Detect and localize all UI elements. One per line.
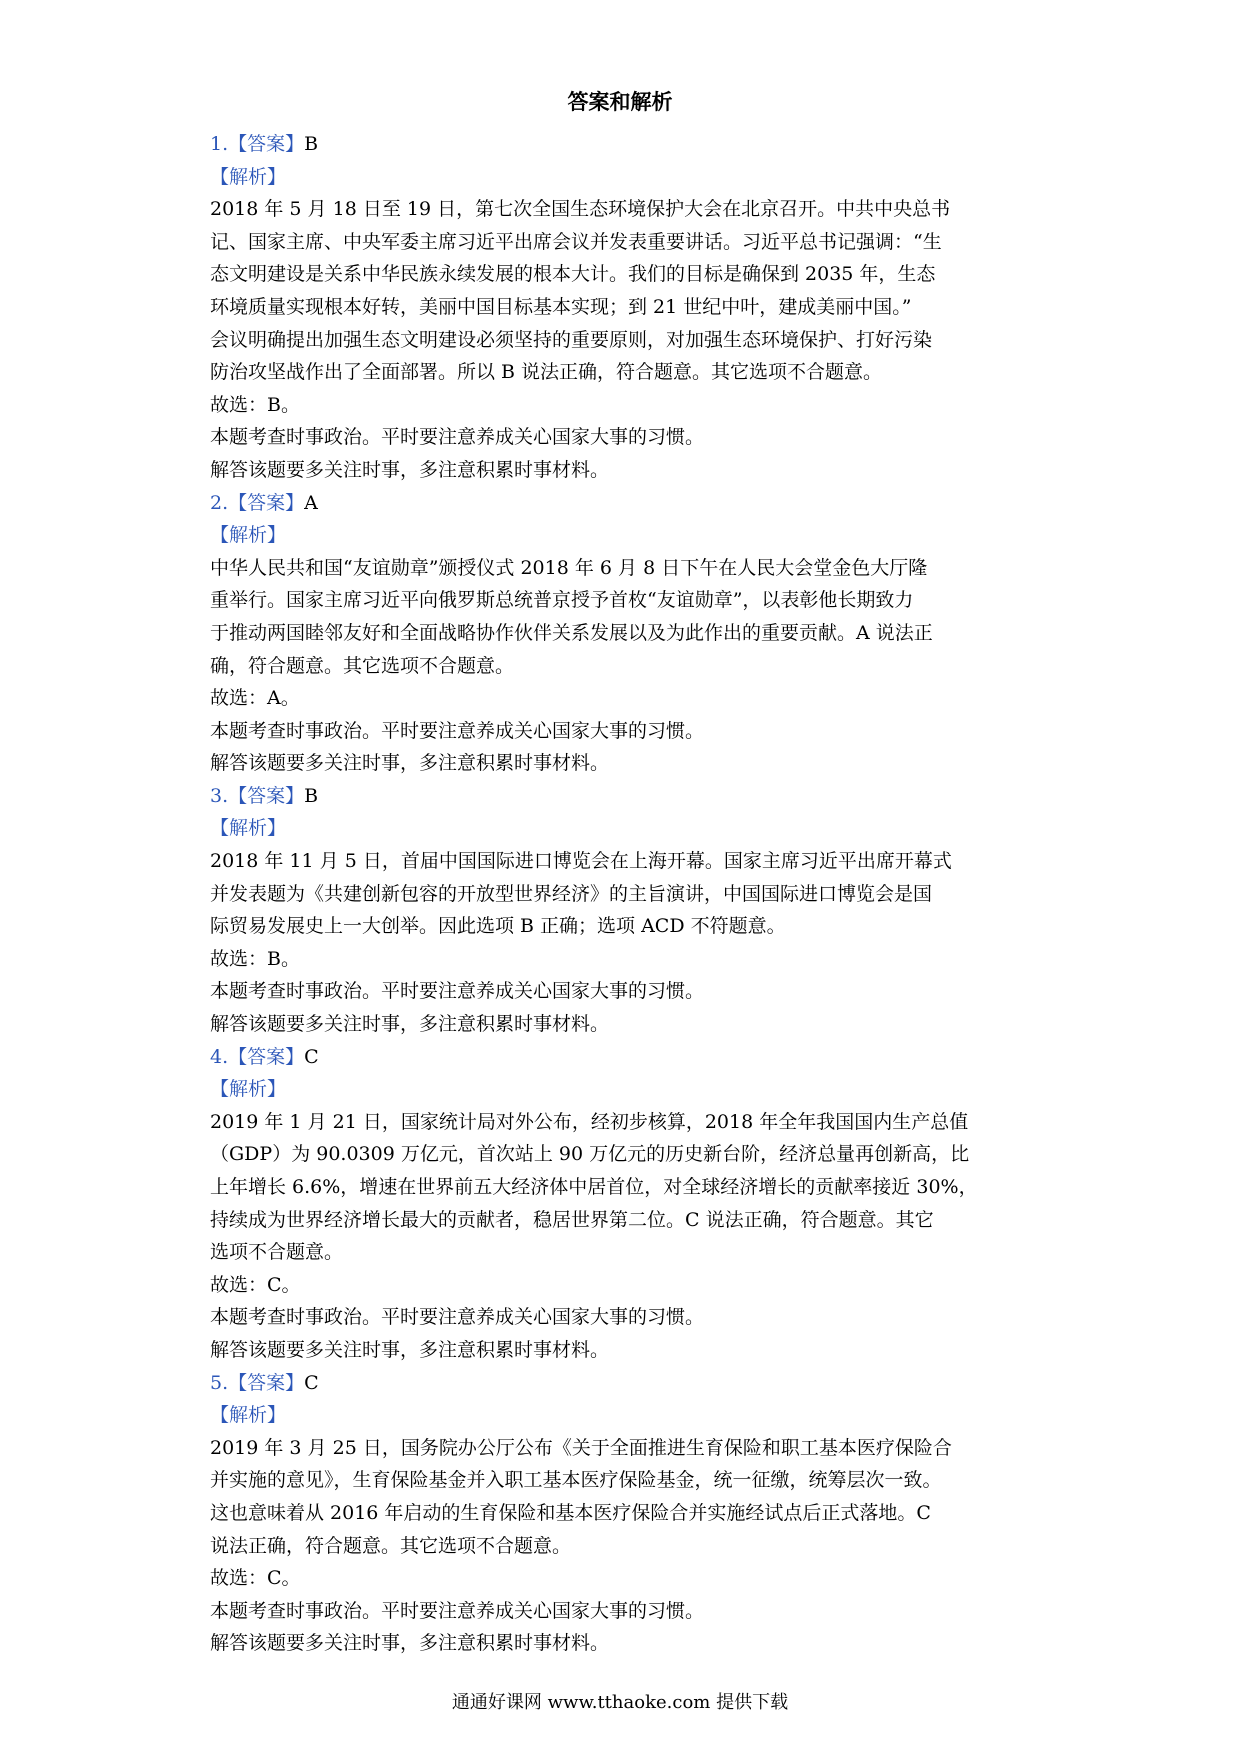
answer-header [210, 1367, 1042, 1400]
analysis-line: 说法正确，符合题意。其它选项不合题意。 [210, 1534, 572, 1557]
answer-letter: B [304, 133, 319, 155]
analysis-line: 解答该题要多关注时事，多注意积累时事材料。 [210, 1338, 610, 1361]
analysis-line: 本题考查时事政治。平时要注意养成关心国家大事的习惯。 [210, 719, 705, 742]
analysis-line: 解答该题要多关注时事，多注意积累时事材料。 [210, 1013, 610, 1036]
analysis-line: 故选：C。 [210, 1273, 301, 1296]
question-number: 1. [210, 133, 229, 155]
answer-header [210, 487, 1042, 520]
analysis-line: 本题考查时事政治。平时要注意养成关心国家大事的习惯。 [210, 1306, 705, 1329]
analysis-line: 并实施的意见》，生育保险基金并入职工基本医疗保险基金，统一征缴，统筹层次一致。 [210, 1469, 942, 1492]
analysis-line: 防治攻坚战作出了全面部署。所以 B 说法正确，符合题意。其它选项不合题意。 [210, 361, 883, 384]
analysis-tag: 【解析】 [210, 1078, 287, 1101]
question-number: 4. [210, 1045, 229, 1068]
analysis-line: 态文明建设是关系中华民族永续发展的根本大计。我们的目标是确保到 2035 年，生态 [210, 263, 936, 286]
answer-item [210, 128, 1042, 487]
analysis-line: 解答该题要多关注时事，多注意积累时事材料。 [210, 752, 610, 775]
answer-tag: 【答案】 [228, 1371, 305, 1394]
analysis-line: 解答该题要多关注时事，多注意积累时事材料。 [210, 458, 610, 481]
analysis-line: 记、国家主席、中央军委主席习近平出席会议并发表重要讲话。习近平总书记强调：“生 [210, 230, 942, 253]
answer-tag: 【答案】 [228, 491, 305, 514]
analysis-line: 本题考查时事政治。平时要注意养成关心国家大事的习惯。 [210, 426, 705, 449]
answer-header [210, 780, 1042, 813]
analysis-line: 确，符合题意。其它选项不合题意。 [210, 654, 515, 677]
analysis-line: 上年增长 6.6%，增速在世界前五大经济体中居首位，对全球经济增长的贡献率接近 30%， [210, 1176, 978, 1198]
analysis-line: 际贸易发展史上一大创举。因此选项 B 正确；选项 ACD 不符题意。 [210, 915, 786, 938]
analysis-line: 2019 年 3 月 25 日，国务院办公厅公布《关于全面推进生育保险和职工基本医疗保险合 [210, 1436, 952, 1459]
answer-letter: B [304, 784, 319, 807]
analysis-line: 2018 年 11 月 5 日，首届中国国际进口博览会在上海开幕。国家主席习近平出席开幕式 [210, 850, 952, 873]
analysis-line: 这也意味着从 2016 年启动的生育保险和基本医疗保险合并实施经试点后正式落地。C [210, 1501, 931, 1524]
analysis-line: 解答该题要多关注时事，多注意积累时事材料。 [210, 1632, 610, 1655]
analysis-tag: 【解析】 [210, 817, 287, 840]
analysis-line: 故选：A。 [210, 687, 300, 710]
answer-item [210, 487, 1042, 780]
answer-item [210, 780, 1042, 1041]
analysis-line: 会议明确提出加强生态文明建设必须坚持的重要原则，对加强生态环境保护、打好污染 [210, 328, 933, 351]
question-number: 3. [210, 784, 229, 807]
analysis-line: 故选：C。 [210, 1567, 301, 1590]
answer-item [210, 1367, 1042, 1660]
answer-letter: C [304, 1371, 319, 1394]
answer-tag: 【答案】 [228, 1045, 305, 1068]
analysis-line: 故选：B。 [210, 393, 300, 416]
analysis-line: 本题考查时事政治。平时要注意养成关心国家大事的习惯。 [210, 1599, 705, 1622]
analysis-line: （GDP）为 90.0309 万亿元，首次站上 90 万亿元的历史新台阶，经济总量再创新高，比 [210, 1143, 970, 1166]
analysis-line: 中华人民共和国“友谊勋章”颁授仪式 2018 年 6 月 8 日下午在人民大会堂金色大厅隆 [210, 556, 928, 579]
analysis-line: 2018 年 5 月 18 日至 19 日，第七次全国生态环境保护大会在北京召开。中共中央总书 [210, 198, 951, 221]
analysis-line: 持续成为世界经济增长最大的贡献者，稳居世界第二位。C 说法正确，符合题意。其它 [210, 1208, 934, 1231]
analysis-line: 并发表题为《共建创新包容的开放型世界经济》的主旨演讲，中国国际进口博览会是国 [210, 882, 933, 905]
answer-list [210, 128, 1042, 1660]
analysis-line: 2019 年 1 月 21 日，国家统计局对外公布，经初步核算，2018 年全年我国国内生产总值 [210, 1110, 969, 1133]
page-footer: 通通好课网 www.tthaoke.com 提供下载 [451, 1692, 789, 1713]
page-title: 答案和解析 [567, 90, 673, 114]
answer-header [210, 128, 1042, 161]
answer-letter: C [304, 1045, 319, 1068]
answer-tag: 【答案】 [228, 133, 305, 155]
answer-tag: 【答案】 [228, 784, 305, 807]
analysis-line: 本题考查时事政治。平时要注意养成关心国家大事的习惯。 [210, 980, 705, 1003]
analysis-line: 于推动两国睦邻友好和全面战略协作伙伴关系发展以及为此作出的重要贡献。A 说法正 [210, 621, 933, 644]
analysis-line: 故选：B。 [210, 947, 300, 970]
answer-header [210, 1041, 1042, 1074]
analysis-tag: 【解析】 [210, 1404, 287, 1427]
analysis-line: 重举行。国家主席习近平向俄罗斯总统普京授予首枚“友谊勋章”，以表彰他长期致力 [210, 589, 914, 612]
analysis-tag: 【解析】 [210, 165, 287, 188]
question-number: 5. [210, 1371, 229, 1394]
answer-item [210, 1041, 1042, 1367]
analysis-line: 环境质量实现根本好转，美丽中国目标基本实现；到 21 世纪中叶，建成美丽中国。” [210, 295, 912, 318]
analysis-line: 选项不合题意。 [210, 1241, 344, 1264]
analysis-tag: 【解析】 [210, 524, 287, 547]
answer-letter: A [304, 491, 318, 514]
question-number: 2. [210, 491, 229, 514]
